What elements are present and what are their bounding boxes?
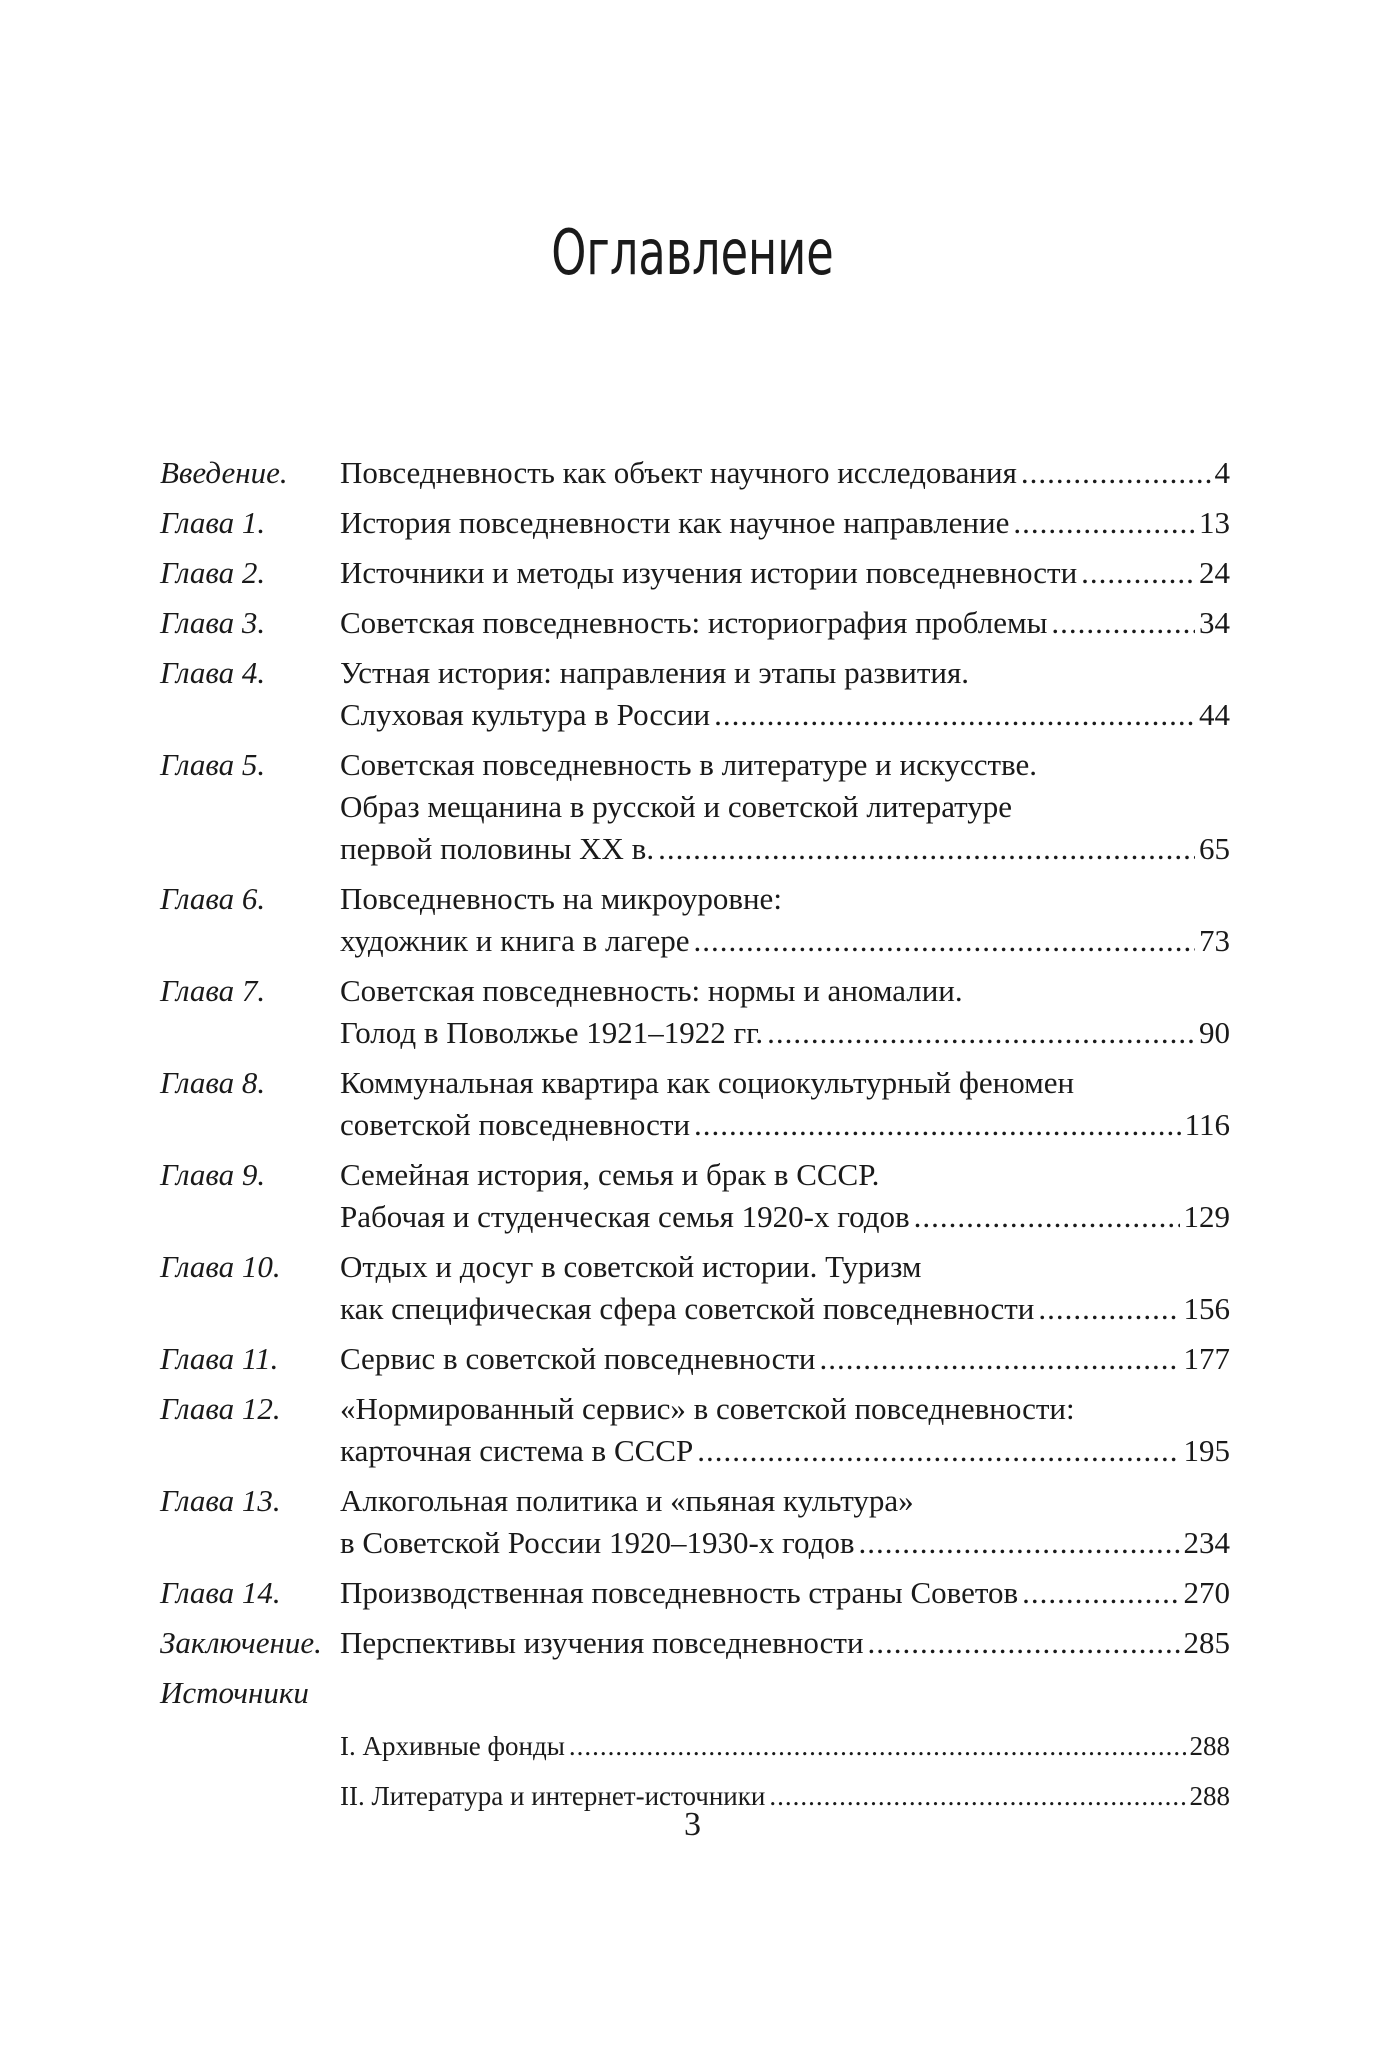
toc-entry-final-line xyxy=(340,1288,1230,1330)
toc-entry-label: Заключение. xyxy=(160,1625,322,1660)
toc-entries xyxy=(160,452,1230,1664)
toc-entry-line: Образ мещанина в русской и советской литературе xyxy=(340,789,1013,824)
toc-entry-label: Введение. xyxy=(160,455,288,490)
dot-leader xyxy=(859,1522,1180,1564)
table-of-contents xyxy=(160,452,1230,1826)
toc-entry-label: Глава 13. xyxy=(160,1483,281,1518)
dot-leader xyxy=(1051,602,1195,644)
toc-entry-final-line xyxy=(340,552,1230,594)
dot-leader xyxy=(868,1622,1180,1664)
toc-entry-body xyxy=(340,1572,1230,1614)
toc-entry-page: 24 xyxy=(1199,555,1230,590)
toc-entry-title: Голод в Поволжье 1921–1922 гг. xyxy=(340,1015,764,1050)
toc-entry-page: 90 xyxy=(1199,1015,1230,1050)
toc-entry-body xyxy=(340,452,1230,494)
toc-entry-final-line xyxy=(340,694,1230,736)
toc-entry-line: Советская повседневность в литературе и искусстве. xyxy=(340,747,1037,782)
toc-entry-line: Отдых и досуг в советской истории. Туризм xyxy=(340,1249,922,1284)
toc-entry xyxy=(160,878,1230,962)
toc-entry-line: Алкогольная политика и «пьяная культура» xyxy=(340,1483,914,1518)
toc-entry-page: 13 xyxy=(1199,505,1230,540)
toc-entry-final-line xyxy=(340,1622,1230,1664)
toc-entry-body xyxy=(340,1388,1230,1472)
toc-entry-page: 65 xyxy=(1199,831,1230,866)
toc-entry-page: 129 xyxy=(1183,1199,1230,1234)
toc-entry-title: История повседневности как научное направление xyxy=(340,505,1010,540)
dot-leader xyxy=(1081,552,1195,594)
toc-entry-title: Слуховая культура в России xyxy=(340,697,711,732)
toc-entry-final-line xyxy=(340,452,1230,494)
sources-label: Источники xyxy=(160,1675,309,1710)
toc-entry-page: 177 xyxy=(1183,1341,1230,1376)
toc-entry-final-line xyxy=(340,1572,1230,1614)
toc-entry-body xyxy=(340,1154,1230,1238)
toc-entry-title: Перспективы изучения повседневности xyxy=(340,1625,864,1660)
toc-entry-label: Глава 6. xyxy=(160,881,266,916)
toc-entry-page: 116 xyxy=(1184,1107,1230,1142)
toc-entry xyxy=(160,452,1230,494)
toc-entry-final-line xyxy=(340,502,1230,544)
toc-entry xyxy=(160,1388,1230,1472)
toc-entry-final-line xyxy=(340,1104,1230,1146)
toc-entry xyxy=(160,1246,1230,1330)
toc-entry xyxy=(160,1154,1230,1238)
toc-entry-line: Семейная история, семья и брак в СССР. xyxy=(340,1157,880,1192)
toc-entry-label: Глава 1. xyxy=(160,505,266,540)
toc-entry-page: 234 xyxy=(1183,1525,1230,1560)
toc-entry-label: Глава 14. xyxy=(160,1575,281,1610)
page-number: 3 xyxy=(684,1806,701,1843)
toc-entry-label: Глава 12. xyxy=(160,1391,281,1426)
toc-entry-final-line xyxy=(340,1338,1230,1380)
dot-leader xyxy=(714,694,1195,736)
toc-entry-title: советской повседневности xyxy=(340,1107,691,1142)
toc-entry-final-line xyxy=(340,1012,1230,1054)
sources-item-title: I. Архивные фонды xyxy=(340,1731,565,1761)
toc-entry-title: Производственная повседневность страны Советов xyxy=(340,1575,1019,1610)
toc-entry xyxy=(160,744,1230,870)
toc-entry-title: Сервис в советской повседневности xyxy=(340,1341,816,1376)
toc-entry-title: Советская повседневность: историография проблемы xyxy=(340,605,1048,640)
toc-entry-line: Коммунальная квартира как социокультурный феномен xyxy=(340,1065,1075,1100)
toc-entry-body xyxy=(340,1622,1230,1664)
dot-leader xyxy=(694,1104,1181,1146)
toc-entry-line: «Нормированный сервис» в советской повседневности: xyxy=(340,1391,1075,1426)
toc-entry-body xyxy=(340,602,1230,644)
page-title: Оглавление xyxy=(551,216,834,289)
sources-item-page: 288 xyxy=(1189,1781,1230,1811)
dot-leader xyxy=(767,1012,1195,1054)
dot-leader xyxy=(694,920,1195,962)
toc-entry xyxy=(160,1622,1230,1664)
toc-entry xyxy=(160,1062,1230,1146)
dot-leader xyxy=(1022,1572,1179,1614)
toc-entry-label: Глава 5. xyxy=(160,747,266,782)
toc-entry-body xyxy=(340,878,1230,962)
toc-entry-body xyxy=(340,744,1230,870)
toc-entry-page: 73 xyxy=(1199,923,1230,958)
toc-entry-final-line xyxy=(340,920,1230,962)
toc-entry-final-line xyxy=(340,602,1230,644)
toc-entry-body xyxy=(340,1062,1230,1146)
toc-entry xyxy=(160,652,1230,736)
toc-entry xyxy=(160,1480,1230,1564)
toc-entry-label: Глава 3. xyxy=(160,605,266,640)
dot-leader xyxy=(697,1430,1179,1472)
sources-item-page: 288 xyxy=(1189,1731,1230,1761)
toc-entry-final-line xyxy=(340,828,1230,870)
toc-entry-page: 285 xyxy=(1183,1625,1230,1660)
toc-entry-label: Глава 7. xyxy=(160,973,266,1008)
toc-entry xyxy=(160,552,1230,594)
dot-leader xyxy=(569,1726,1186,1766)
toc-entry-final-line xyxy=(340,1522,1230,1564)
toc-entry-line: Устная история: направления и этапы развития. xyxy=(340,655,969,690)
sources-item xyxy=(340,1726,1230,1766)
toc-entry-title: Повседневность как объект научного исследования xyxy=(340,455,1017,490)
toc-entry xyxy=(160,1572,1230,1614)
toc-entry-final-line xyxy=(340,1430,1230,1472)
toc-entry-line: Советская повседневность: нормы и аномалии. xyxy=(340,973,963,1008)
toc-entry-title: первой половины XX в. xyxy=(340,831,655,866)
toc-entry xyxy=(160,970,1230,1054)
dot-leader xyxy=(1038,1288,1179,1330)
toc-entry-body xyxy=(340,652,1230,736)
toc-entry-label: Глава 10. xyxy=(160,1249,281,1284)
toc-entry-label: Глава 9. xyxy=(160,1157,266,1192)
toc-entry-title: Источники и методы изучения истории повседневности xyxy=(340,555,1078,590)
dot-leader xyxy=(1013,502,1195,544)
toc-entry-label: Глава 8. xyxy=(160,1065,266,1100)
dot-leader xyxy=(914,1196,1180,1238)
toc-entry-line: Повседневность на микроуровне: xyxy=(340,881,782,916)
toc-entry xyxy=(160,1338,1230,1380)
sources-list xyxy=(160,1726,1230,1816)
toc-entry xyxy=(160,602,1230,644)
toc-entry-body xyxy=(340,552,1230,594)
dot-leader xyxy=(819,1338,1179,1380)
toc-entry-title: как специфическая сфера советской повседневности xyxy=(340,1291,1035,1326)
toc-entry-page: 270 xyxy=(1183,1575,1230,1610)
toc-entry-body xyxy=(340,1480,1230,1564)
toc-entry-page: 195 xyxy=(1183,1433,1230,1468)
toc-entry-final-line xyxy=(340,1196,1230,1238)
toc-entry-title: художник и книга в лагере xyxy=(340,923,690,958)
toc-entry-page: 44 xyxy=(1199,697,1230,732)
dot-leader xyxy=(658,828,1195,870)
toc-entry-body xyxy=(340,1338,1230,1380)
toc-entry xyxy=(160,502,1230,544)
sources-item-title: II. Литература и интернет-источники xyxy=(340,1781,766,1811)
toc-entry-body xyxy=(340,502,1230,544)
toc-entry-body xyxy=(340,970,1230,1054)
toc-entry-page: 4 xyxy=(1214,455,1230,490)
toc-entry-body xyxy=(340,1246,1230,1330)
toc-entry-label: Глава 11. xyxy=(160,1341,279,1376)
toc-entry-title: карточная система в СССР xyxy=(340,1433,694,1468)
toc-entry-title: Рабочая и студенческая семья 1920-х годов xyxy=(340,1199,910,1234)
toc-entry-label: Глава 4. xyxy=(160,655,266,690)
toc-entry-label: Глава 2. xyxy=(160,555,266,590)
toc-entry-page: 34 xyxy=(1199,605,1230,640)
toc-entry-title: в Советской России 1920–1930-х годов xyxy=(340,1525,855,1560)
dot-leader xyxy=(1021,452,1211,494)
toc-entry-page: 156 xyxy=(1183,1291,1230,1326)
